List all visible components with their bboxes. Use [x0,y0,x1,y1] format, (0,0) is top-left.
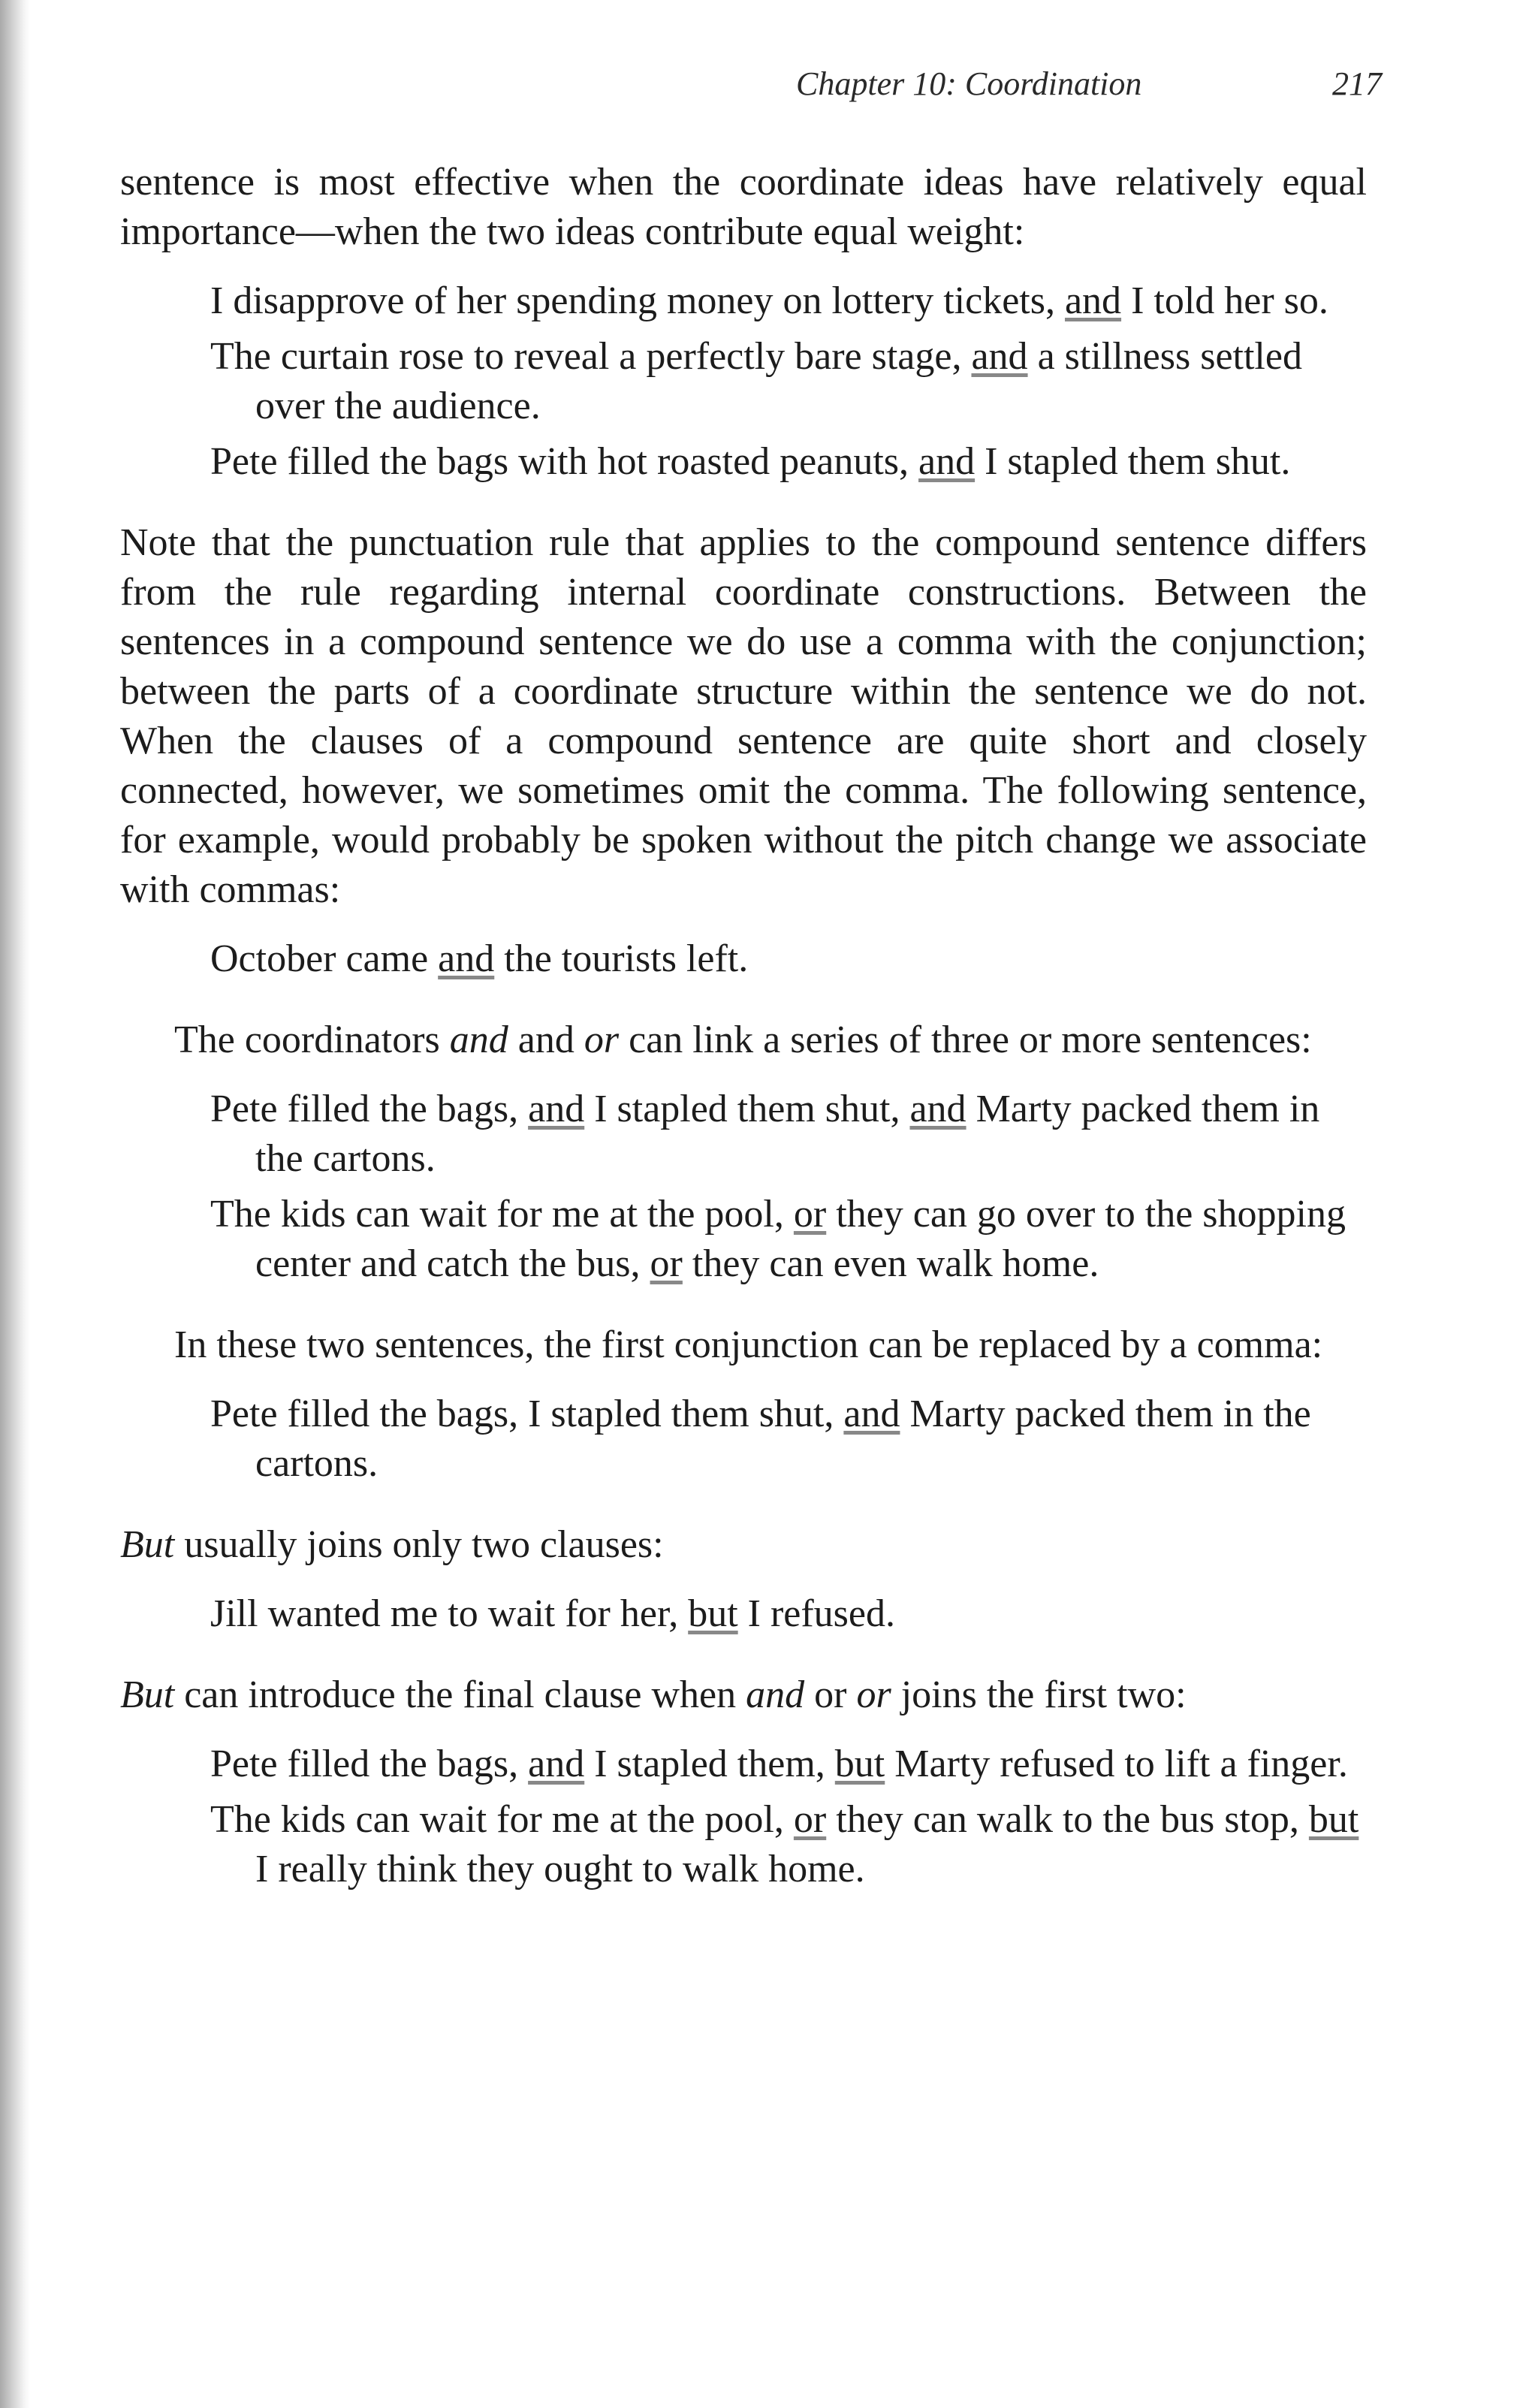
example-text: they can go over to the shopping center and catch the bus, [255,1193,1346,1285]
underlined-conjunction: or [793,1193,827,1236]
paragraph-6 [120,1670,1367,1720]
example-text: The curtain rose to reveal a perfectly bare stage, [210,335,972,378]
page-body [120,158,1367,1926]
underlined-conjunction: but [1308,1798,1359,1841]
example-sentence [210,437,1367,487]
example-sentence [210,276,1367,326]
underlined-conjunction: and [528,1743,585,1785]
underlined-conjunction: and [909,1088,967,1130]
example-text: Marty packed them in the cartons. [255,1393,1311,1485]
paragraph-text: can introduce the final clause when [174,1673,746,1716]
underlined-conjunction: or [793,1798,827,1841]
italic-term: or [856,1673,891,1716]
italic-term: But [120,1523,175,1566]
example-text: a stillness settled over the audience. [255,335,1302,427]
example-block-6 [120,1740,1367,1894]
underlined-conjunction: and [1064,279,1122,322]
example-text: I stapled them, [584,1743,835,1785]
underlined-conjunction: but [834,1743,885,1785]
example-text: I told her so. [1121,279,1328,322]
example-text: I stapled them shut. [975,440,1291,483]
underlined-conjunction: and [528,1088,585,1130]
example-sentence [210,1390,1367,1489]
example-sentence [210,1190,1367,1289]
example-text: Pete filled the bags, [210,1088,529,1130]
paragraph-text: can link a series of three or more sentences: [619,1018,1312,1061]
example-sentence [210,332,1367,431]
paragraph-1: sentence is most effective when the coordinate ideas have relatively equal importance—when the two ideas contribute equal weight: [120,161,1367,253]
example-text: Pete filled the bags with hot roasted peanuts, [210,440,919,483]
example-text: I stapled them shut, [584,1088,910,1130]
example-text: I refused. [737,1592,895,1635]
example-text: they can walk to the bus stop, [826,1798,1309,1841]
example-text: I disapprove of her spending money on lottery tickets, [210,279,1065,322]
page-binding-shadow [0,0,30,2408]
paragraph-text: usually joins only two clauses: [174,1523,664,1566]
example-text: The kids can wait for me at the pool, [210,1798,794,1841]
example-text: The kids can wait for me at the pool, [210,1193,794,1236]
underlined-conjunction: but [688,1592,738,1635]
example-text: Jill wanted me to wait for her, [210,1592,689,1635]
example-text: Marty refused to lift a finger. [885,1743,1348,1785]
example-text: Pete filled the bags, I stapled them shut, [210,1393,844,1435]
example-block-2 [120,934,1367,984]
example-text: I really think they ought to walk home. [255,1848,865,1890]
running-head [796,65,1382,117]
example-text: October came [210,937,439,980]
italic-term: and [746,1673,805,1716]
paragraph-text: and [508,1018,584,1061]
example-text: the tourists left. [494,937,749,980]
example-text: Pete filled the bags, [210,1743,529,1785]
italic-term: and [449,1018,508,1061]
italic-term: But [120,1673,175,1716]
italic-term: or [584,1018,620,1061]
example-sentence [210,1589,1367,1639]
example-sentence [210,1740,1367,1789]
chapter-title: Chapter 10: Coordination [796,65,1142,102]
paragraph-2: Note that the punctuation rule that applies to the compound sentence differs from the rule regarding internal coordinate constructions. Between the sentences in a compound sentence we do use a comma with the conjunction; between the parts of a coordinate structure within the sentence we do not. When the clauses of a compound sentence are quite short and closely connected, however, we sometimes omit the comma. The following sentence, for example, would probably be spoken without the pitch change we associate with commas: [120,521,1367,911]
underlined-conjunction: and [918,440,976,483]
page-number: 217 [1332,65,1382,102]
paragraph-text: The coordinators [174,1018,450,1061]
example-block-4 [120,1390,1367,1489]
example-sentence [210,1085,1367,1184]
example-block-3 [120,1085,1367,1289]
underlined-conjunction: and [438,937,495,980]
underlined-conjunction: and [971,335,1028,378]
example-sentence [210,934,1367,984]
paragraph-text: or [804,1673,857,1716]
paragraph-3 [120,1015,1367,1065]
example-block-1 [120,276,1367,487]
paragraph-5 [120,1520,1367,1570]
underlined-conjunction: or [650,1242,683,1285]
example-block-5 [120,1589,1367,1639]
paragraph-text: joins the first two: [891,1673,1187,1716]
underlined-conjunction: and [843,1393,900,1435]
example-text: Marty packed them in the cartons. [255,1088,1320,1180]
example-text: they can even walk home. [682,1242,1099,1285]
paragraph-4: In these two sentences, the first conjunction can be replaced by a comma: [174,1323,1323,1366]
example-sentence [210,1795,1367,1894]
